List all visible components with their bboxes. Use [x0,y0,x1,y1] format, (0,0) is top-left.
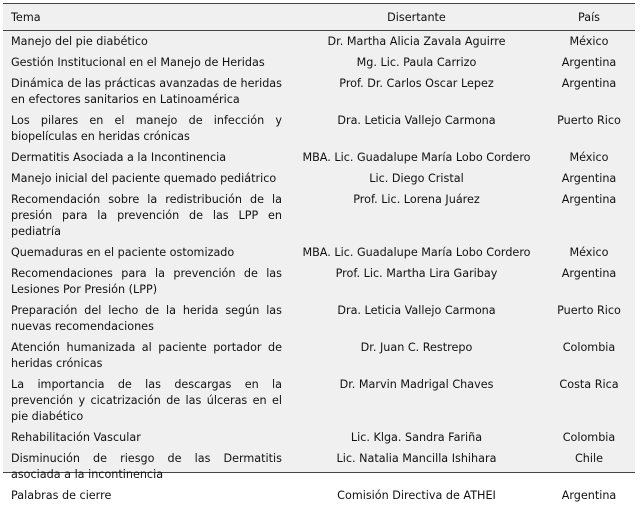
table-row [3,73,635,110]
header-pais: País [543,4,635,31]
table-row [3,168,635,189]
pais-cell: Colombia [562,341,616,354]
table-header-row [3,4,635,31]
table-row [3,147,635,168]
pais-cell: Argentina [561,77,617,90]
pais-cell: Argentina [561,489,617,502]
tema-cell: Recomendaciones para la prevención de las Lesiones Por Presión (LPP) [11,267,282,296]
table-row [3,448,635,485]
table-row [3,300,635,337]
pais-cell: México [569,35,609,48]
tema-cell: Gestión Institucional en el Manejo de Heridas [11,56,265,69]
disertante-cell: Prof. Dr. Carlos Oscar Lepez [339,77,494,90]
pais-cell: Colombia [562,431,616,444]
pais-cell: Argentina [561,267,617,280]
disertante-cell: Dr. Juan C. Restrepo [360,341,473,354]
pais-cell: Argentina [561,56,617,69]
table-row [3,242,635,263]
disertante-cell: Dr. Martha Alicia Zavala Aguirre [327,35,506,48]
disertante-cell: Mg. Lic. Paula Carrizo [356,56,477,69]
speakers-table-panel [3,3,635,502]
tema-cell: Atención humanizada al paciente portador de heridas crónicas [11,341,282,370]
disertante-cell: Lic. Klga. Sandra Fariña [350,431,483,444]
disertante-cell: Comisión Directiva de ATHEI [337,489,496,502]
table-row [3,110,635,147]
disertante-cell: Lic. Diego Cristal [369,172,464,185]
tema-cell: Los pilares en el manejo de infección y biopelículas en heridas crónicas [11,114,282,143]
header-tema: Tema [3,4,290,31]
tema-cell: La importancia de las descargas en la prevención y cicatrización de las úlceras en el pie diabético [11,378,282,423]
table-row [3,189,635,242]
pais-cell: México [569,151,609,164]
pais-cell: México [569,246,609,259]
disertante-cell: Prof. Lic. Lorena Juárez [353,193,480,206]
disertante-cell: Prof. Lic. Martha Lira Garibay [335,267,498,280]
pais-cell: Argentina [561,172,617,185]
disertante-cell: Dra. Leticia Vallejo Carmona [337,114,496,127]
table-row [3,263,635,300]
disertante-cell: Lic. Natalia Mancilla Ishihara [336,452,497,465]
speakers-table [3,4,635,506]
tema-cell: Disminución de riesgo de las Dermatitis asociada a la incontinencia [11,452,282,481]
pais-cell: Argentina [561,193,617,206]
header-disertante: Disertante [290,4,543,31]
disertante-cell: MBA. Lic. Guadalupe María Lobo Cordero [302,246,531,259]
tema-cell: Dinámica de las prácticas avanzadas de heridas en efectores sanitarios en Latinoamérica [11,77,282,106]
table-row [3,52,635,73]
tema-cell: Quemaduras en el paciente ostomizado [11,246,235,259]
pais-cell: Puerto Rico [557,114,621,127]
tema-cell: Manejo del pie diabético [11,35,148,48]
table-row [3,374,635,427]
disertante-cell: Dr. Marvin Madrigal Chaves [339,378,494,391]
disertante-cell: Dra. Leticia Vallejo Carmona [337,304,496,317]
table-row [3,427,635,448]
pais-cell: Costa Rica [559,378,619,391]
tema-cell: Preparación del lecho de la herida según las nuevas recomendaciones [11,304,282,333]
tema-cell: Manejo inicial del paciente quemado pediátrico [11,172,277,185]
pais-cell: Puerto Rico [557,304,621,317]
table-row [3,485,635,506]
tema-cell: Rehabilitación Vascular [11,431,141,444]
pais-cell: Chile [574,452,603,465]
table-row [3,337,635,374]
table-row [3,31,635,53]
disertante-cell: MBA. Lic. Guadalupe María Lobo Cordero [302,151,531,164]
tema-cell: Recomendación sobre la redistribución de la presión para la prevención de las LPP en pediatría [11,193,282,238]
tema-cell: Dermatitis Asociada a la Incontinencia [11,151,227,164]
tema-cell: Palabras de cierre [11,489,112,502]
